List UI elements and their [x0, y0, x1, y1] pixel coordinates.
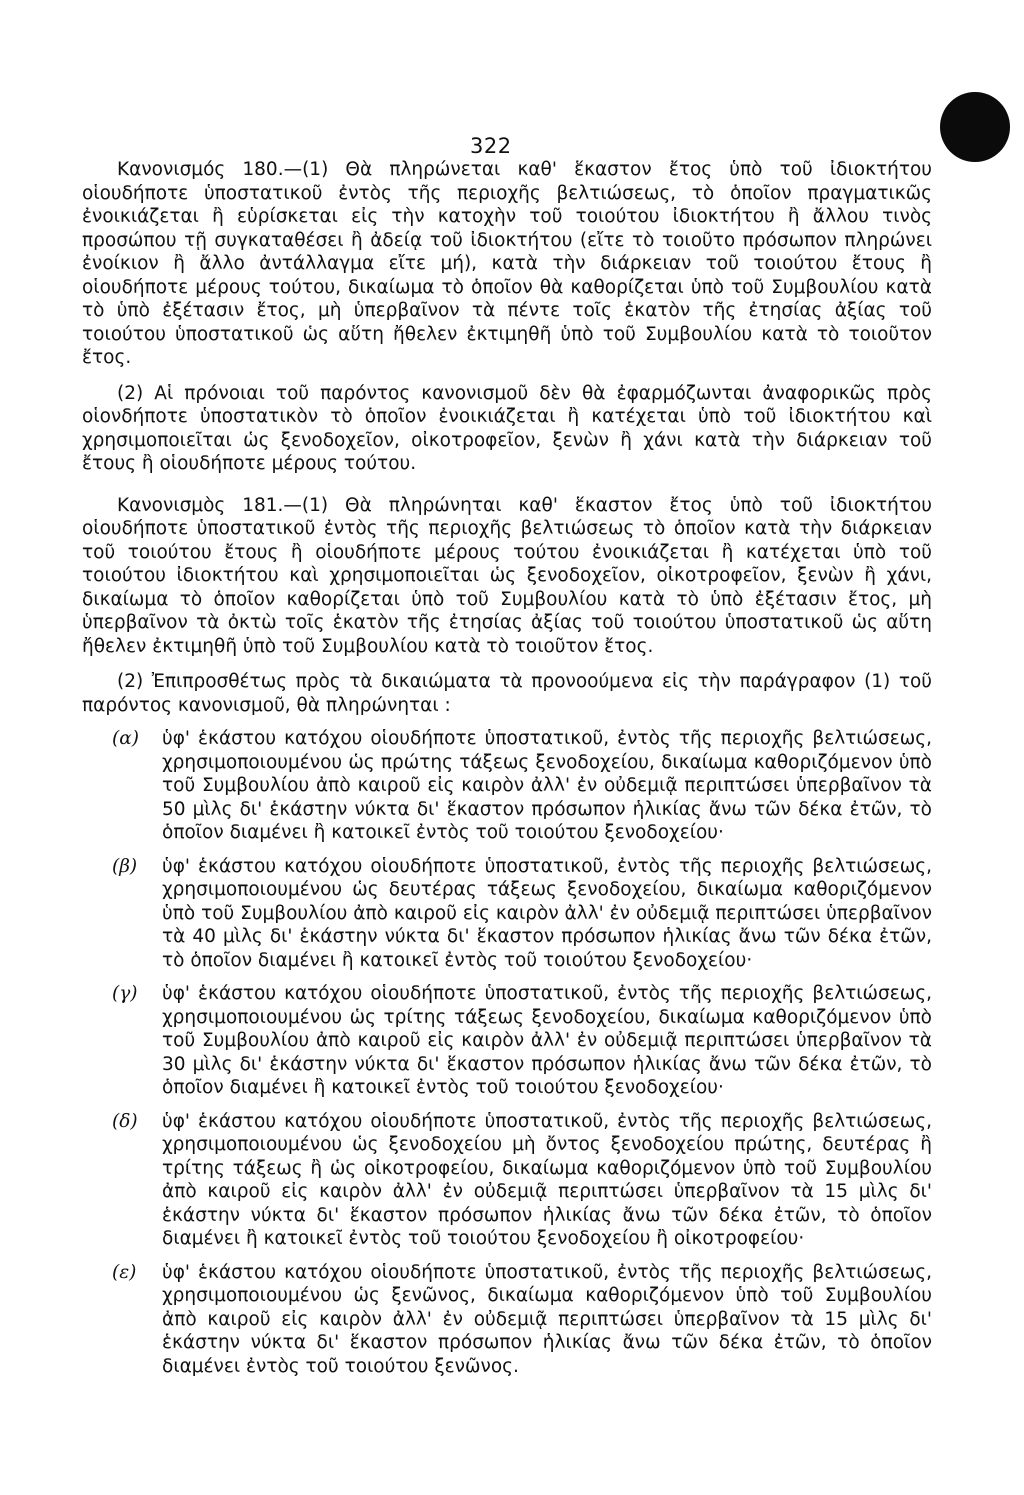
- subparagraph-label: (δ): [112, 1110, 138, 1132]
- subparagraph-text: ὑφ' ἑκάστου κατόχου οἱουδήποτε ὑποστατικοῦ, ἐντὸς τῆς περιοχῆς βελτιώσεως, χρησιμοποιουμένου ὡς τρίτης τάξεως ξενοδοχείου, δικαίωμα καθοριζόμενον ὑπὸ τοῦ Συμβουλίου ἀπὸ καιροῦ εἰς καιρὸν ἀλλ' ἐν οὐδεμιᾷ περιπτώσει ὑπερβαῖνον τὰ 30 μὶλς δι' ἑκάστην νύκτα δι' ἕκαστον πρόσωπον ἡλικίας ἄνω τῶν δέκα ἐτῶν, τὸ ὁποῖον διαμένει ἢ κατοικεῖ ἐντὸς τοῦ τοιούτου ξενοδοχείου·: [162, 983, 932, 1098]
- subparagraph-text: ὑφ' ἑκάστου κατόχου οἱουδήποτε ὑποστατικοῦ, ἐντὸς τῆς περιοχῆς βελτιώσεως, χρησιμοποιουμένου ὡς ξενῶνος, δικαίωμα καθοριζόμενον ὑπὸ τοῦ Συμβουλίου ἀπὸ καιροῦ εἰς καιρὸν ἀλλ' ἐν οὐδεμιᾷ περιπτώσει ὑπερβαῖνον τὰ 15 μὶλς δι' ἑκάστην νύκτα δι' ἕκαστον πρόσωπον ἡλικίας ἄνω τῶν δέκα ἐτῶν, τὸ ὁποῖον διαμένει ἐντὸς τοῦ τοιούτου ξενῶνος.: [162, 1261, 932, 1377]
- subparagraph-label: (α): [112, 728, 139, 749]
- subparagraph-text: ὑφ' ἑκάστου κατόχου οἱουδήποτε ὑποστατικοῦ, ἐντὸς τῆς περιοχῆς βελτιώσεως, χρησιμοποιουμένου ὡς πρώτης τάξεως ξενοδοχείου, δικαίωμα καθοριζόμενον ὑπὸ τοῦ Συμβουλίου ἀπὸ καιροῦ εἰς καιρὸν ἀλλ' ἐν οὐδεμιᾷ περιπτώσει ὑπερβαῖνον τὰ 50 μὶλς δι' ἑκάστην νύκτα δι' ἕκαστον πρόσωπον ἡλικίας ἄνω τῶν δέκα ἐτῶν, τὸ ὁποῖον διαμένει ἢ κατοικεῖ ἐντὸς τοῦ τοιούτου ξενοδοχείου·: [162, 728, 932, 843]
- subparagraph-label: (γ): [112, 983, 138, 1004]
- subparagraph-alpha: [82, 727, 932, 845]
- regulation-181-paragraph-2: (2) Ἐπιπροσθέτως πρὸς τὰ δικαιώματα τὰ προνοούμενα εἰς τὴν παράγραφον (1) τοῦ παρόντος κανονισμοῦ, θὰ πληρώνηται :: [82, 671, 932, 716]
- page-number: 322: [470, 134, 512, 158]
- subparagraph-delta: [82, 1110, 932, 1251]
- subparagraph-gamma: [82, 982, 932, 1100]
- binder-punch-hole: [940, 92, 1010, 162]
- subparagraph-epsilon: [82, 1261, 932, 1379]
- subparagraph-text: ὑφ' ἑκάστου κατόχου οἱουδήποτε ὑποστατικοῦ, ἐντὸς τῆς περιοχῆς βελτιώσεως, χρησιμοποιουμένου ὡς ξενοδοχείου μὴ ὄντος ξενοδοχείου πρώτης, δευτέρας ἢ τρίτης τάξεως ἢ ὡς οἰκοτροφείου, δικαίωμα καθοριζόμενον ὑπὸ τοῦ Συμβουλίου ἀπὸ καιροῦ εἰς καιρὸν ἀλλ' ἐν οὐδεμιᾷ περιπτώσει ὑπερβαῖνον τὰ 15 μὶλς δι' ἑκάστην νύκτα δι' ἕκαστον πρόσωπον ἡλικίας ἄνω τῶν δέκα ἐτῶν, τὸ ὁποῖον διαμένει ἢ κατοικεῖ ἐντὸς τοῦ τοιούτου ξενοδοχείου ἢ οἰκοτροφείου·: [162, 1110, 932, 1249]
- regulation-181-paragraph-1: Κανονισμὸς 181.—(1) Θὰ πληρώνηται καθ' ἕκαστον ἔτος ὑπὸ τοῦ ἰδιοκτήτου οἱουδήποτε ὑποστατικοῦ ἐντὸς τῆς περιοχῆς βελτιώσεως τὸ ὁποῖον κατὰ τὴν διάρκειαν τοῦ τοιούτου ἔτους ἢ οἱουδήποτε μέρους τούτου ἐνοικιάζεται ἢ κατέχεται ὑπὸ τοῦ τοιούτου ἰδιοκτήτου καὶ χρησιμοποιεῖται ὡς ξενοδοχεῖον, οἰκοτροφεῖον, ξενὼν ἢ χάνι, δικαίωμα τὸ ὁποῖον καθορίζεται ὑπὸ τοῦ Συμβουλίου κατὰ τὸ ὑπὸ ἐξέτασιν ἔτος, μὴ ὑπερβαῖνον τὰ ὀκτὼ τοῖς ἑκατὸν τῆς ἐτησίας ἀξίας τοῦ τοιούτου ὑποστατικοῦ ὡς αὕτη ἤθελεν ἐκτιμηθῆ ὑπὸ τοῦ Συμβουλίου κατὰ τὸ τοιοῦτον ἔτος.: [82, 494, 932, 657]
- subparagraph-beta: [82, 855, 932, 973]
- regulation-180-paragraph-2: (2) Αἱ πρόνοιαι τοῦ παρόντος κανονισμοῦ δὲν θὰ ἐφαρμόζωνται ἀναφορικῶς πρὸς οἱονδήποτε ὑποστατικὸν τὸ ὁποῖον ἐνοικιάζεται ἢ κατέχεται ὑπὸ τοῦ ἰδιοκτήτου καὶ χρησιμοποιεῖται ὡς ξενοδοχεῖον, οἰκοτροφεῖον, ξενὼν ἢ χάνι κατὰ τὴν διάρκειαν τοῦ ἔτους ἢ οἱουδήποτε μέρους τούτου.: [82, 382, 932, 474]
- subparagraph-label: (β): [112, 855, 138, 877]
- subparagraph-label: (ε): [112, 1261, 137, 1283]
- document-body: [82, 158, 932, 1378]
- subparagraph-text: ὑφ' ἑκάστου κατόχου οἱουδήποτε ὑποστατικοῦ, ἐντὸς τῆς περιοχῆς βελτιώσεως, χρησιμοποιουμένου ὡς δευτέρας τάξεως ξενοδοχείου, δικαίωμα καθοριζόμενον ὑπὸ τοῦ Συμβουλίου ἀπὸ καιροῦ εἰς καιρὸν ἀλλ' ἐν οὐδεμιᾷ περιπτώσει ὑπερβαῖνον τὰ 40 μὶλς δι' ἑκάστην νύκτα δι' ἕκαστον πρόσωπον ἡλικίας ἄνω τῶν δέκα ἐτῶν, τὸ ὁποῖον διαμένει ἢ κατοικεῖ ἐντὸς τοῦ τοιούτου ξενοδοχείου·: [162, 855, 932, 971]
- regulation-180-paragraph-1: Κανονισμός 180.—(1) Θὰ πληρώνεται καθ' ἕκαστον ἔτος ὑπὸ τοῦ ἰδιοκτήτου οἱουδήποτε ὑποστατικοῦ ἐντὸς τῆς περιοχῆς βελτιώσεως, τὸ ὁποῖον πραγματικῶς ἐνοικιάζεται ἢ εὑρίσκεται εἰς τὴν κατοχὴν τοῦ τοιούτου ἰδιοκτήτου ἢ ἄλλου τινὸς προσώπου τῇ συγκαταθέσει ἢ ἀδείᾳ τοῦ ἰδιοκτήτου (εἴτε τὸ τοιοῦτο πρόσωπον πληρώνει ἐνοίκιον ἢ ἄλλο ἀντάλλαγμα εἴτε μή), κατὰ τὴν διάρκειαν τοῦ τοιούτου ἔτους ἢ οἱουδήποτε μέρους τούτου, δικαίωμα τὸ ὁποῖον θὰ καθορίζεται ὑπὸ τοῦ Συμβουλίου κατὰ τὸ ὑπὸ ἐξέτασιν ἔτος, μὴ ὑπερβαῖνον τὰ πέντε τοῖς ἑκατὸν τῆς ἐτησίας ἀξίας τοῦ τοιούτου ὑποστατικοῦ ὡς αὕτη ἤθελεν ἐκτιμηθῆ ὑπὸ τοῦ Συμβουλίου κατὰ τὸ τοιοῦτον ἔτος.: [82, 159, 932, 368]
